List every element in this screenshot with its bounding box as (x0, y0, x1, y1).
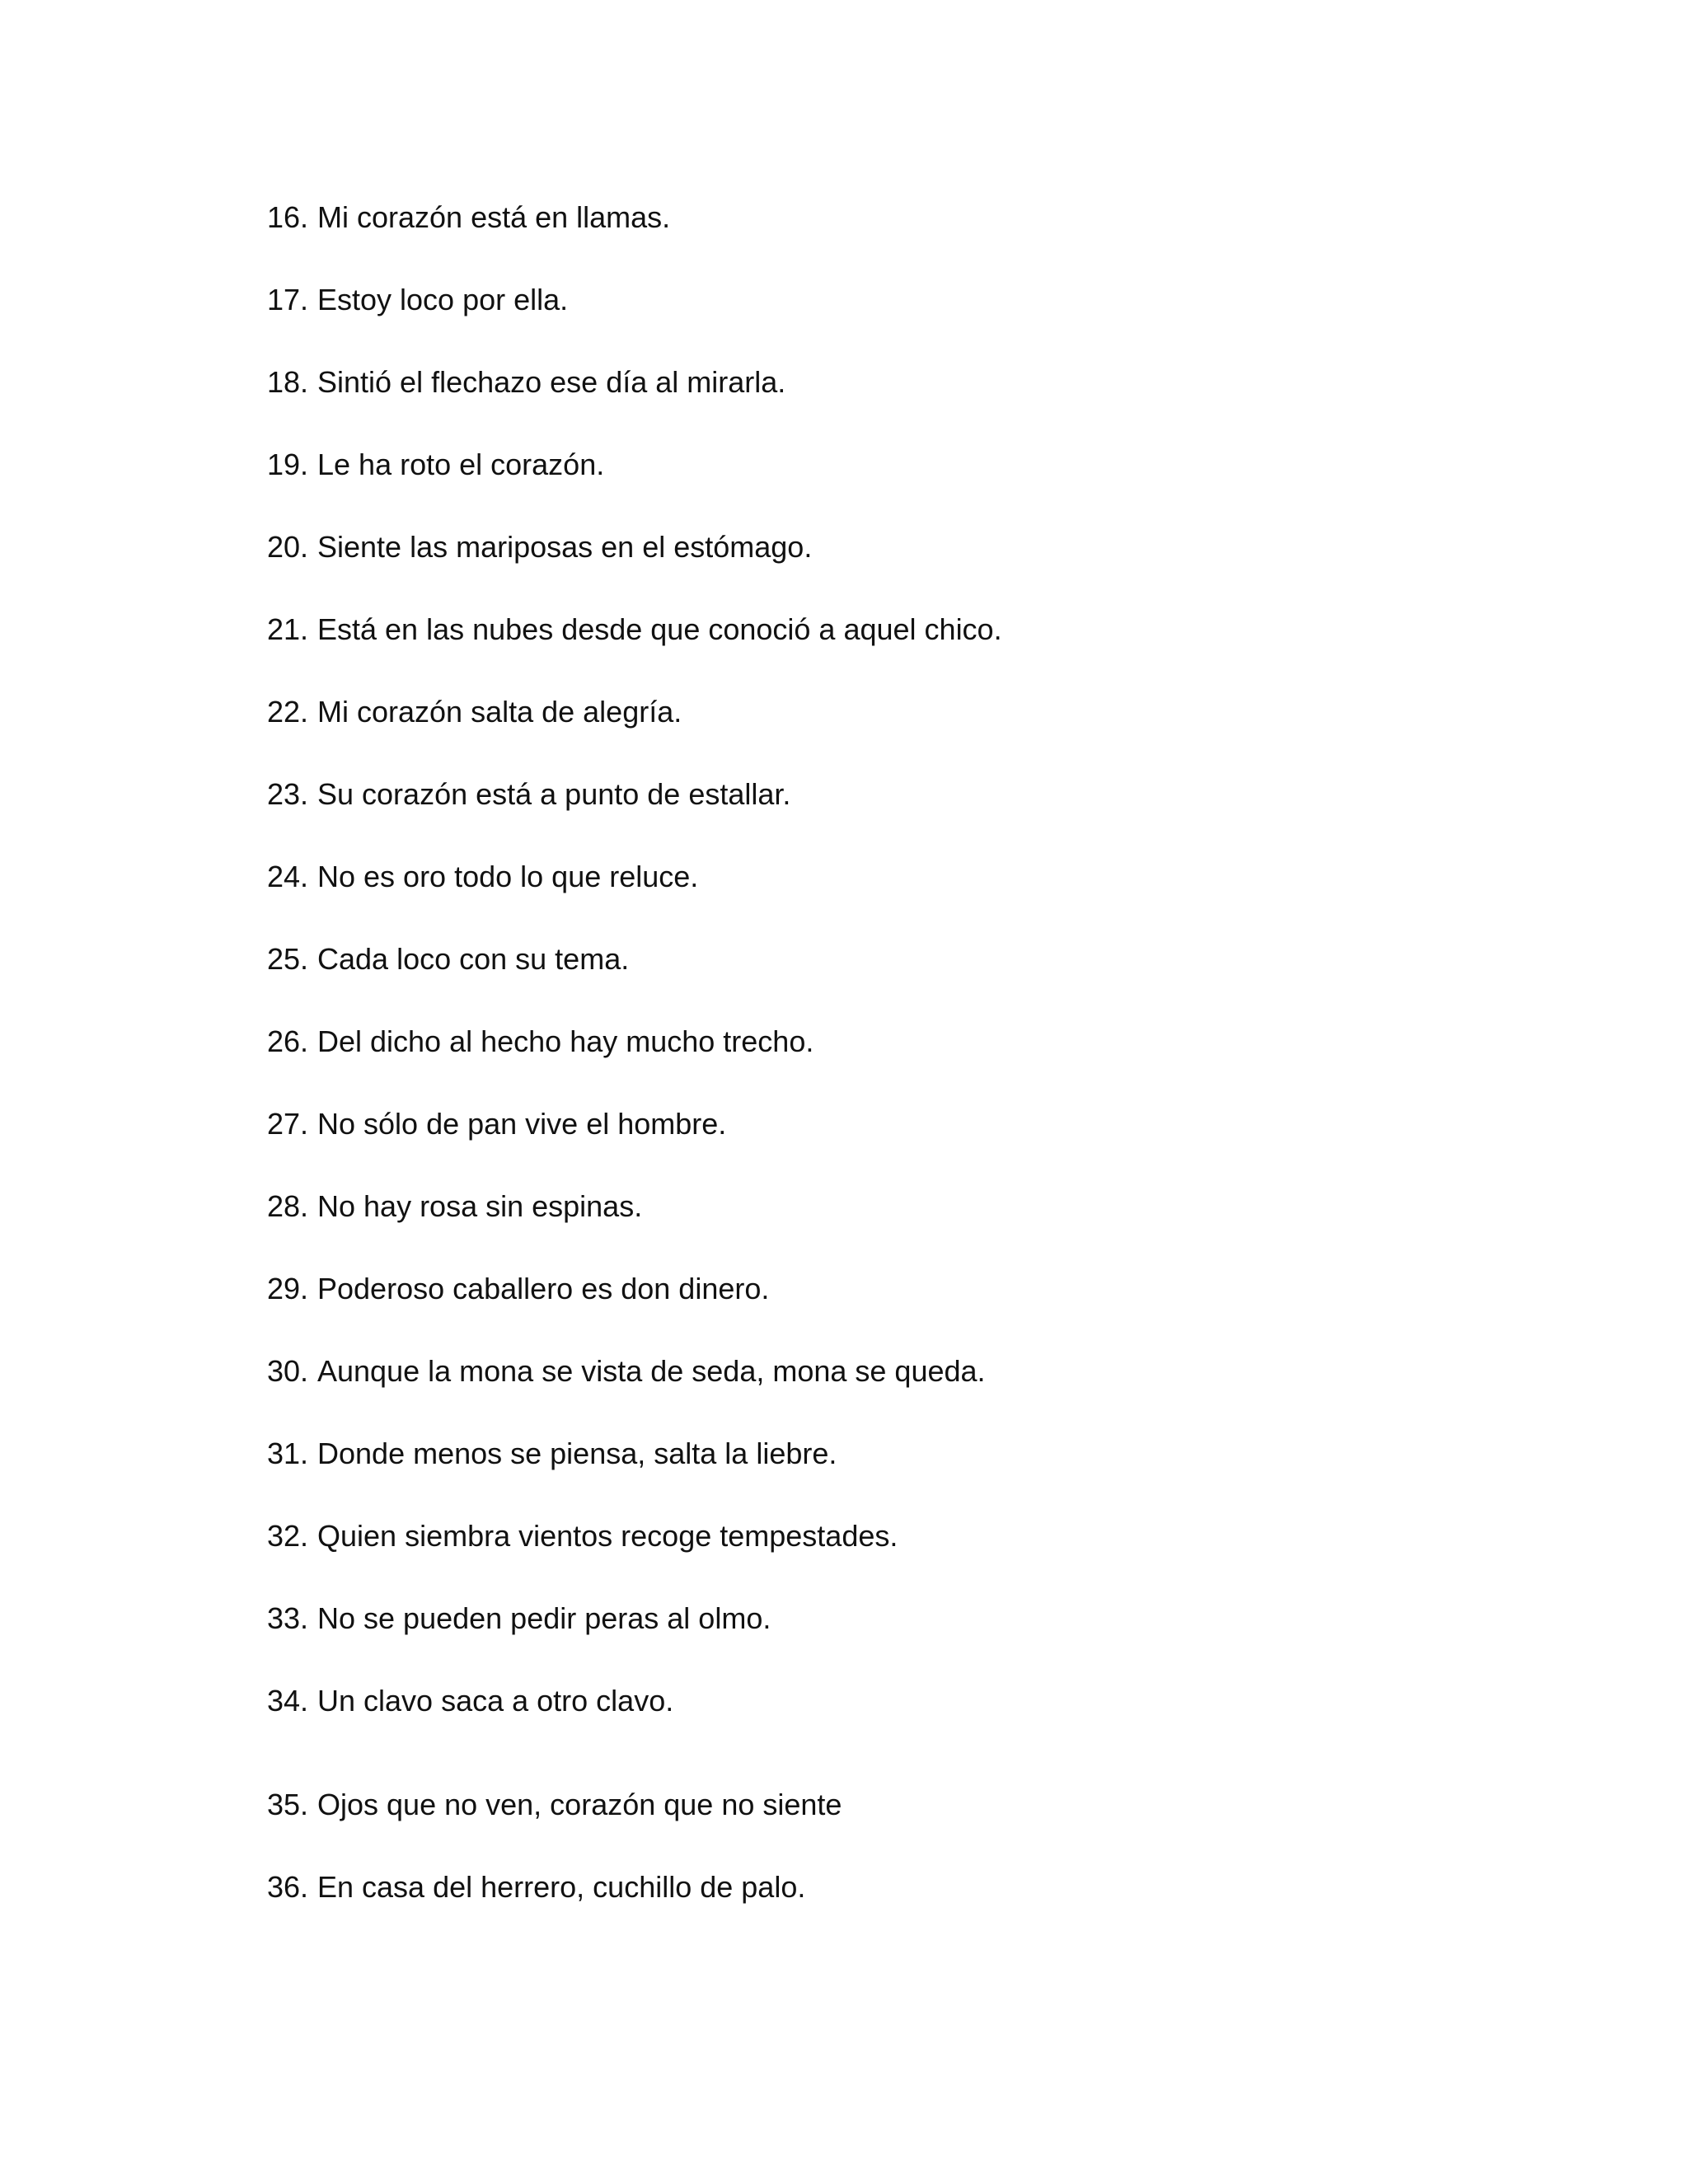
list-item (267, 1594, 771, 1643)
item-number: 16. (267, 200, 309, 234)
item-number: 25. (267, 942, 309, 976)
item-text: No es oro todo lo que reluce. (317, 860, 699, 893)
list-item (267, 1429, 837, 1479)
item-text: No se pueden pedir peras al olmo. (317, 1601, 771, 1635)
list-item (267, 193, 670, 242)
item-text: Siente las mariposas en el estómago. (317, 530, 813, 564)
list-item (267, 1780, 842, 1830)
list-item (267, 523, 812, 572)
item-text: En casa del herrero, cuchillo de palo. (317, 1870, 806, 1904)
list-item (267, 1347, 986, 1396)
item-number: 17. (267, 283, 309, 316)
item-text: Un clavo saca a otro clavo. (317, 1684, 674, 1718)
item-text: Le ha roto el corazón. (317, 448, 605, 481)
item-number: 21. (267, 612, 309, 646)
list-item (267, 770, 790, 819)
item-number: 26. (267, 1024, 309, 1058)
item-number: 32. (267, 1519, 309, 1553)
item-number: 35. (267, 1788, 309, 1821)
item-text: No hay rosa sin espinas. (317, 1189, 643, 1223)
item-text: Sintió el flechazo ese día al mirarla. (317, 365, 786, 399)
item-text: Poderoso caballero es don dinero. (317, 1272, 770, 1305)
item-number: 36. (267, 1870, 309, 1904)
item-number: 27. (267, 1107, 309, 1141)
list-item (267, 1676, 673, 1726)
item-text: Mi corazón salta de alegría. (317, 695, 682, 729)
list-item (267, 687, 682, 737)
list-item (267, 852, 698, 902)
list-item (267, 1511, 898, 1561)
item-number: 29. (267, 1272, 309, 1305)
item-text: Cada loco con su tema. (317, 942, 630, 976)
list-item (267, 1182, 642, 1231)
item-number: 28. (267, 1189, 309, 1223)
item-number: 34. (267, 1684, 309, 1718)
item-number: 22. (267, 695, 309, 729)
item-number: 31. (267, 1436, 309, 1470)
list-item (267, 275, 568, 325)
item-number: 24. (267, 860, 309, 893)
list-item (267, 935, 629, 984)
list-item (267, 605, 1002, 654)
item-text: Está en las nubes desde que conoció a aquel chico. (317, 612, 1002, 646)
item-text: Donde menos se piensa, salta la liebre. (317, 1436, 837, 1470)
item-text: Ojos que no ven, corazón que no siente (317, 1788, 842, 1821)
item-number: 19. (267, 448, 309, 481)
item-text: Del dicho al hecho hay mucho trecho. (317, 1024, 814, 1058)
item-number: 33. (267, 1601, 309, 1635)
item-number: 18. (267, 365, 309, 399)
list-item (267, 358, 785, 407)
item-text: Quien siembra vientos recoge tempestades. (317, 1519, 898, 1553)
list-item (267, 1017, 814, 1066)
list-item (267, 1264, 769, 1314)
list-item (267, 1863, 805, 1912)
list-item (267, 1099, 726, 1149)
item-text: Mi corazón está en llamas. (317, 200, 671, 234)
item-text: Estoy loco por ella. (317, 283, 569, 316)
list-item (267, 440, 604, 490)
item-number: 20. (267, 530, 309, 564)
item-text: No sólo de pan vive el hombre. (317, 1107, 727, 1141)
item-number: 30. (267, 1354, 309, 1388)
item-text: Aunque la mona se vista de seda, mona se queda. (317, 1354, 986, 1388)
item-number: 23. (267, 777, 309, 811)
item-text: Su corazón está a punto de estallar. (317, 777, 791, 811)
